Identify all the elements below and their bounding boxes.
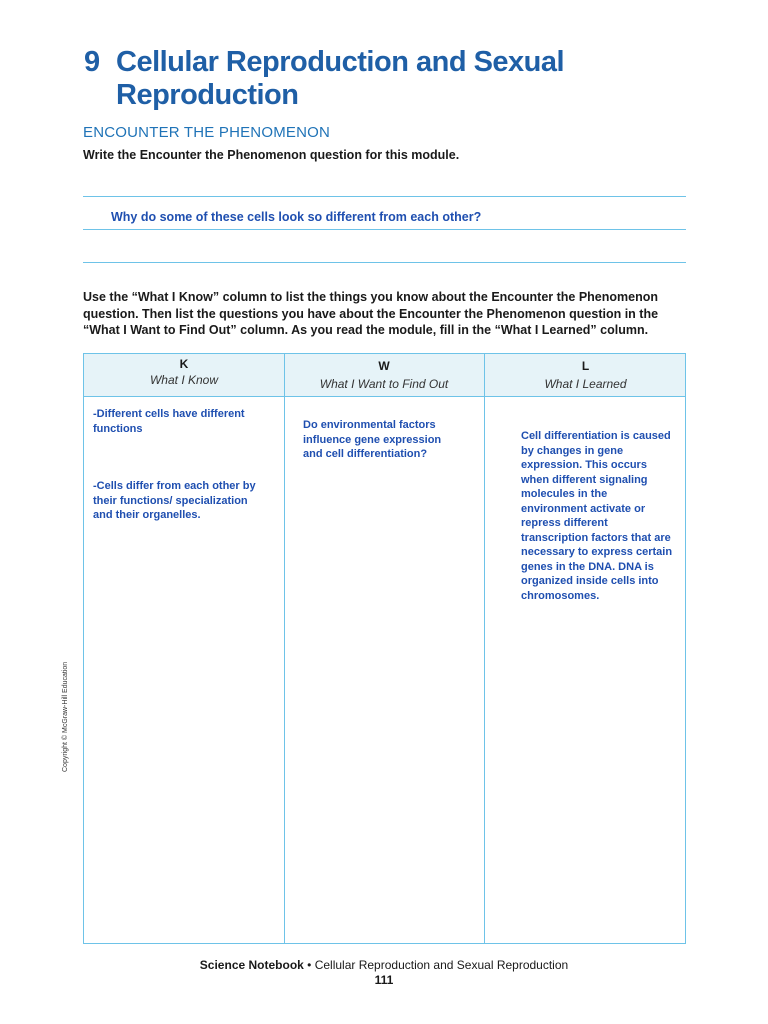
column-letter: K bbox=[179, 357, 189, 371]
section-heading: ENCOUNTER THE PHENOMENON bbox=[83, 124, 331, 141]
kwl-header-want bbox=[284, 354, 484, 397]
learned-entry[interactable]: Cell differentiation is caused by changes in gene expression. This occurs when different signaling molecules in the environment activate or repress different transcription factors that are necessary to express certain genes in the DNA. DNA is organized inside cells into chromosomes. bbox=[521, 430, 673, 602]
phenomenon-question-answer[interactable]: Why do some of these cells look so different from each other? bbox=[111, 210, 482, 224]
know-entry[interactable]: -Different cells have different functions bbox=[93, 408, 245, 435]
column-letter: L bbox=[581, 359, 590, 373]
want-entry[interactable]: Do environmental factors influence gene expression and cell differentiation? bbox=[303, 419, 442, 460]
page-footer bbox=[0, 958, 768, 972]
answer-line bbox=[83, 229, 686, 230]
footer-separator: • bbox=[303, 958, 315, 972]
footer-notebook-label: Science Notebook bbox=[199, 958, 304, 972]
footer-module-title: Cellular Reproduction and Sexual Reproduction bbox=[314, 958, 569, 972]
column-label: What I Know bbox=[149, 373, 219, 387]
chapter-title: Cellular Reproduction and Sexual Reproduction bbox=[116, 46, 565, 111]
column-divider bbox=[284, 354, 285, 943]
column-label: What I Learned bbox=[544, 377, 627, 391]
kwl-chart bbox=[83, 353, 686, 944]
answer-line bbox=[83, 196, 686, 197]
copyright-notice: Copyright © McGraw-Hill Education bbox=[62, 661, 69, 772]
page-number: 111 bbox=[374, 973, 394, 987]
know-entry[interactable]: -Cells differ from each other by their functions/ specialization and their organelles. bbox=[93, 480, 256, 521]
kwl-instruction: Use the “What I Know” column to list the things you know about the Encounter the Phenomenon question. Then list the questions you have about the Encounter the Phenomenon question in the “What I Want to Find Out” column. As you read the module, fill in the “What I Learned” column. bbox=[83, 290, 659, 337]
kwl-header-learned bbox=[484, 354, 687, 397]
column-divider bbox=[484, 354, 485, 943]
column-letter: W bbox=[378, 359, 390, 373]
question-instruction: Write the Encounter the Phenomenon question for this module. bbox=[83, 148, 460, 162]
chapter-number: 9 bbox=[84, 46, 100, 78]
answer-line bbox=[83, 262, 686, 263]
column-label: What I Want to Find Out bbox=[319, 377, 449, 391]
kwl-header-know bbox=[84, 354, 284, 397]
